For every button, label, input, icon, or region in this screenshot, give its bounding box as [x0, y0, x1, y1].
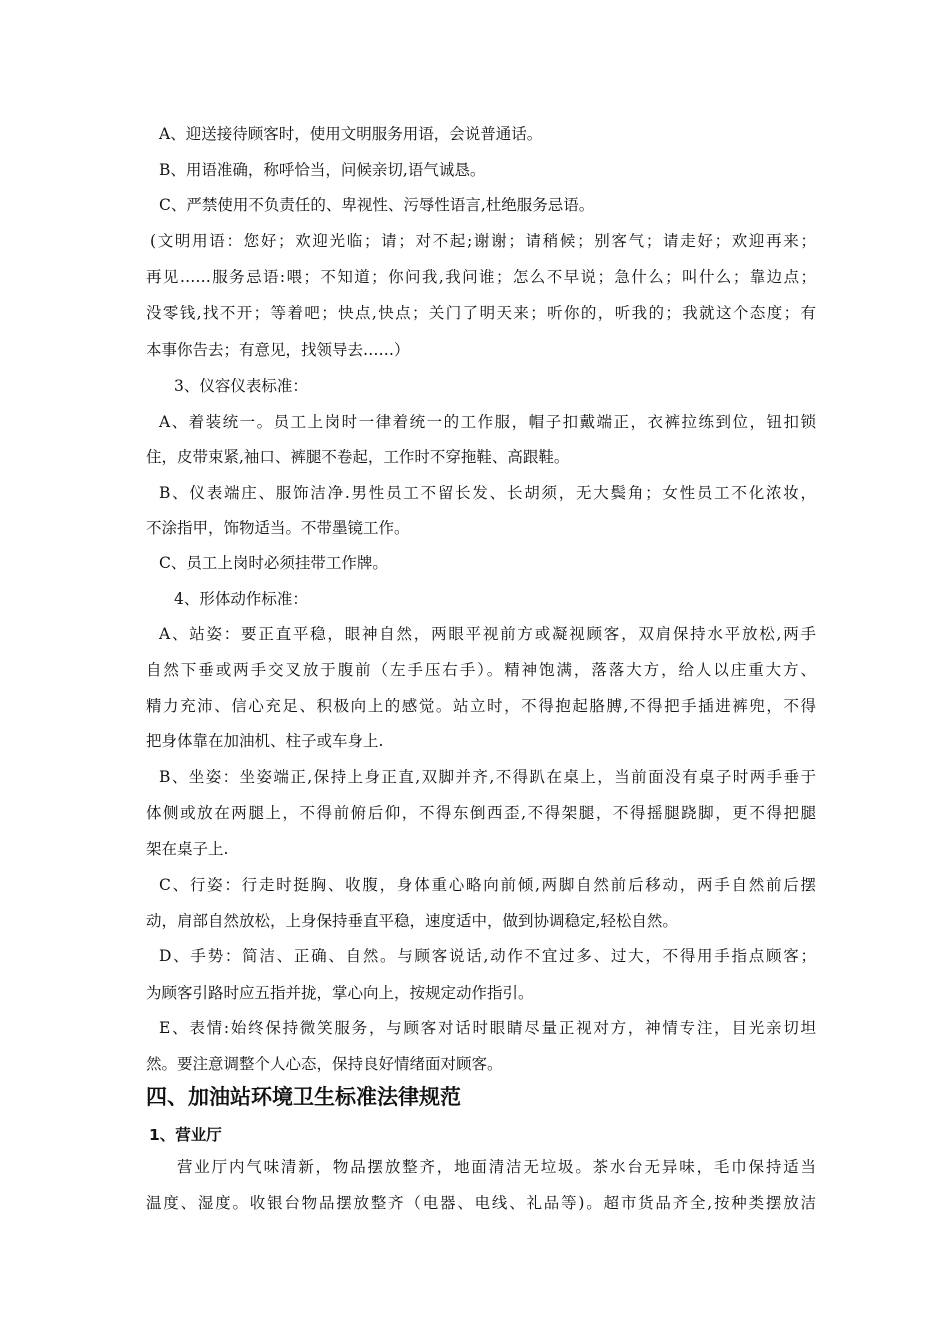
- section-heading: 四、加油站环境卫生标准法律规范: [146, 1085, 461, 1109]
- text-line: 4、形体动作标准：: [174, 590, 308, 608]
- text-line: E、表情:始终保持微笑服务，与顾客对话时眼睛尽量正视对方，神情专注，目光亲切坦: [159, 1019, 816, 1037]
- text-line: 没零钱,找不开；等着吧；快点,快点；关门了明天来；听你的，听我的；我就这个态度；有: [146, 304, 816, 322]
- text-line: A、着装统一。员工上岗时一律着统一的工作服，帽子扣戴端正，衣裤拉练到位，钮扣锁: [159, 413, 816, 431]
- paragraph-line: 营业厅内气味清新，物品摆放整齐，地面清洁无垃圾。茶水台无异味，毛巾保持适当: [177, 1158, 816, 1176]
- text-line: 然。要注意调整个人心态，保持良好情绪面对顾客。: [146, 1055, 503, 1073]
- text-line: 架在桌子上.: [146, 840, 229, 858]
- text-line: B、用语准确，称呼恰当，问候亲切,语气诚恳。: [159, 161, 486, 179]
- subsection-heading: 1、营业厅: [149, 1126, 222, 1144]
- text-line: C、员工上岗时必须挂带工作牌。: [159, 554, 388, 572]
- text-line: 把身体靠在加油机、柱子或车身上.: [146, 732, 384, 750]
- text-line: 再见……服务忌语:喂；不知道；你问我,我问谁；怎么不早说；急什么；叫什么；靠边点；: [146, 268, 816, 286]
- text-line: 住，皮带束紧,袖口、裤腿不卷起，工作时不穿拖鞋、高跟鞋。: [146, 448, 570, 466]
- text-line: 动，肩部自然放松，上身保持垂直平稳，速度适中，做到协调稳定,轻松自然。: [146, 912, 678, 930]
- text-line: (文明用语：您好；欢迎光临；请；对不起;谢谢；请稍候；别客气；请走好；欢迎再来；: [150, 232, 816, 250]
- text-line: B、仪表端庄、服饰洁净.男性员工不留长发、长胡须，无大鬓角；女性员工不化浓妆，: [159, 484, 816, 502]
- text-line: C、行姿：行走时挺胸、收腹，身体重心略向前倾,两脚自然前后移动，两手自然前后摆: [159, 876, 816, 894]
- text-line: 为顾客引路时应五指并拢，掌心向上，按规定动作指引。: [146, 984, 534, 1002]
- text-line: 自然下垂或两手交叉放于腹前（左手压右手）。精神饱满，落落大方，给人以庄重大方、: [146, 661, 816, 679]
- text-line: 本事你告去；有意见，找领导去……）: [146, 341, 410, 359]
- text-line: 精力充沛、信心充足、积极向上的感觉。站立时，不得抱起胳膊,不得把手插进裤兜，不得: [146, 697, 816, 715]
- text-line: A、站姿：要正直平稳，眼神自然，两眼平视前方或凝视顾客，双肩保持水平放松,两手: [159, 625, 816, 643]
- text-line: 体侧或放在两腿上，不得前俯后仰，不得东倒西歪,不得架腿，不得摇腿跷脚，更不得把腿: [146, 804, 816, 822]
- text-line: A、迎送接待顾客时，使用文明服务用语，会说普通话。: [159, 125, 543, 143]
- text-line: 不涂指甲，饰物适当。不带墨镜工作。: [146, 519, 410, 537]
- text-line: 3、仪容仪表标准：: [174, 377, 308, 395]
- text-line: D、手势：简洁、正确、自然。与顾客说话,动作不宜过多、过大，不得用手指点顾客；: [159, 947, 816, 965]
- text-line: B、坐姿：坐姿端正,保持上身正直,双脚并齐,不得趴在桌上，当前面没有桌子时两手垂于: [159, 768, 816, 786]
- text-line: C、严禁使用不负责任的、卑视性、污辱性语言,杜绝服务忌语。: [159, 196, 595, 214]
- paragraph-line: 温度、湿度。收银台物品摆放整齐（电器、电线、礼品等)。超市货品齐全,按种类摆放洁: [146, 1194, 816, 1212]
